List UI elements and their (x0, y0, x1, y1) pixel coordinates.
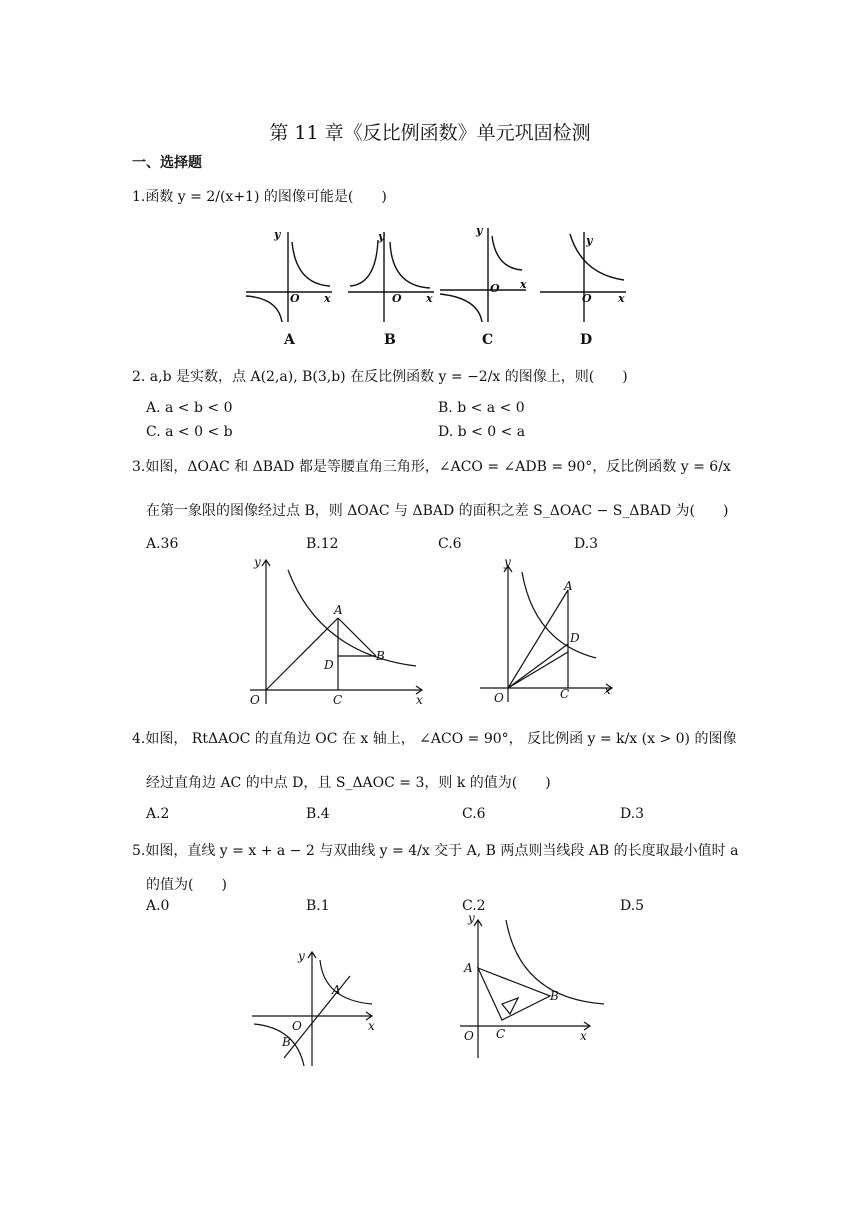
q5-right-label-y: y (468, 911, 475, 925)
q3-option-b: B.12 (306, 536, 339, 552)
section-heading: 一、选择题 (132, 155, 202, 171)
q1-axis-x-c: x (520, 278, 527, 291)
q3-right-label-a: A (564, 579, 573, 593)
q2-option-c: C. a < 0 < b (146, 424, 233, 440)
question-2-stem: 2. a,b 是实数，点 A(2,a), B(3,b) 在反比例函数 y = −2/x 的图像上，则( ) (132, 369, 628, 385)
q5-right-label-c: C (496, 1027, 506, 1041)
q5-left-label-y: y (298, 949, 305, 963)
question-4-stem-line1: 4.如图， RtΔAOC 的直角边 OC 在 x 轴上， ∠ACO = 90°， 反比例函 y = k/x (x > 0) 的图像 (132, 731, 737, 747)
q5-left-label-x: x (368, 1019, 375, 1033)
question-4-stem-line2: 经过直角边 AC 的中点 D，且 S_ΔAOC = 3，则 k 的值为( ) (146, 775, 551, 791)
question-1-graphs (244, 222, 644, 348)
q5-left-label-a: A (332, 983, 341, 997)
q3-right-label-y: y (504, 555, 511, 569)
q3-left-label-y: y (254, 555, 261, 569)
q1-axis-x-d: x (618, 292, 625, 305)
question-5-figure-right (456, 908, 606, 1068)
q5-option-d: D.5 (620, 898, 645, 914)
q3-option-d: D.3 (574, 536, 599, 552)
q1-axis-x-b: x (426, 292, 433, 305)
q5-option-c: C.2 (462, 898, 486, 914)
q5-option-b: B.1 (306, 898, 330, 914)
q1-choice-label-c: C (482, 332, 494, 348)
q3-right-label-o: O (494, 691, 504, 705)
q1-choice-label-a: A (284, 332, 295, 348)
q3-left-label-c: C (333, 693, 343, 707)
q3-left-label-a: A (334, 603, 343, 617)
question-3-figure-left (240, 552, 430, 712)
q5-left-label-b: B (282, 1035, 291, 1049)
question-5-stem-line1: 5.如图，直线 y = x + a − 2 与双曲线 y = 4/x 交于 A, B 两点则当线段 AB 的长度取最小值时 a (132, 843, 739, 859)
q2-option-b: B. b < a < 0 (438, 400, 525, 416)
q5-option-a: A.0 (146, 898, 170, 914)
q5-right-label-x: x (580, 1029, 587, 1043)
q3-left-label-d: D (324, 658, 334, 672)
q1-axis-y-a: y (274, 228, 281, 241)
page-title: 第 11 章《反比例函数》单元巩固检测 (269, 122, 591, 144)
question-1-stem: 1.函数 y = 2/(x+1) 的图像可能是( ) (132, 189, 387, 205)
q4-option-b: B.4 (306, 806, 330, 822)
question-5-stem-line2: 的值为( ) (146, 877, 227, 893)
q5-right-label-a: A (464, 961, 473, 975)
q1-axis-o-c: O (490, 282, 500, 295)
q3-left-label-b: B (376, 649, 385, 663)
question-5-figure-left (248, 940, 388, 1070)
q5-right-label-b: B (550, 989, 559, 1003)
q5-left-label-o: O (292, 1019, 302, 1033)
q4-option-a: A.2 (146, 806, 170, 822)
q3-option-c: C.6 (438, 536, 462, 552)
q3-left-label-o: O (250, 693, 260, 707)
q1-axis-y-c: y (476, 224, 483, 237)
q2-option-d: D. b < 0 < a (438, 424, 526, 440)
q3-left-label-x: x (416, 693, 423, 707)
q1-choice-label-d: D (580, 332, 593, 348)
q5-right-label-o: O (464, 1029, 474, 1043)
q3-right-label-d: D (570, 631, 580, 645)
q3-option-a: A.36 (146, 536, 179, 552)
question-3-figure-right (476, 552, 626, 712)
q4-option-c: C.6 (462, 806, 486, 822)
q1-axis-o-a: O (290, 292, 300, 305)
question-3-stem-line1: 3.如图，ΔOAC 和 ΔBAD 都是等腰直角三角形，∠ACO = ∠ADB = 90°，反比例函数 y = 6/x (132, 459, 731, 475)
q1-axis-o-d: O (582, 292, 592, 305)
q1-axis-y-b: y (378, 230, 385, 243)
q1-axis-o-b: O (392, 292, 402, 305)
q2-option-a: A. a < b < 0 (146, 400, 233, 416)
q3-right-label-c: C (560, 687, 570, 701)
q3-right-label-x: x (604, 683, 611, 697)
q1-axis-y-d: y (586, 234, 593, 247)
q4-option-d: D.3 (620, 806, 645, 822)
q1-axis-x-a: x (324, 292, 331, 305)
q1-choice-label-b: B (384, 332, 396, 348)
question-3-stem-line2: 在第一象限的图像经过点 B，则 ΔOAC 与 ΔBAD 的面积之差 S_ΔOAC − S_ΔBAD 为( ) (146, 503, 729, 519)
